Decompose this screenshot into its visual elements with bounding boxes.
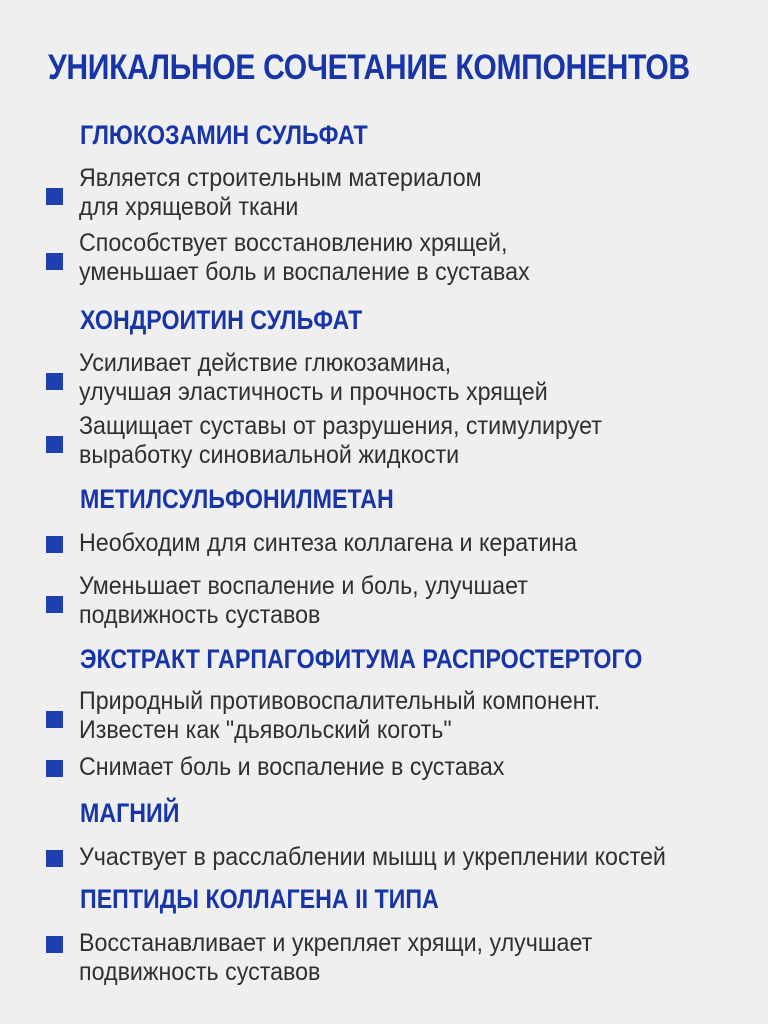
- bullet-square-icon: [46, 760, 63, 777]
- list-item: [46, 529, 756, 561]
- bullet-square-icon: [46, 188, 63, 205]
- list-item: [46, 412, 756, 472]
- list-item: [46, 843, 756, 875]
- list-item-text: Восстанавливает и укрепляет хрящи, улучшает подвижность суставов: [79, 929, 593, 986]
- list-item-text: Усиливает действие глюкозамина, улучшая эластичность и прочность хрящей: [79, 349, 548, 406]
- bullet-square-icon: [46, 373, 63, 390]
- list-item: [46, 164, 756, 224]
- page-title: УНИКАЛЬНОЕ СОЧЕТАНИЕ КОМПОНЕНТОВ: [48, 48, 690, 87]
- bullet-square-icon: [46, 850, 63, 867]
- list-item-text: Способствует восстановлению хрящей, уменьшает боль и воспаление в суставах: [79, 229, 530, 286]
- list-item: [46, 229, 756, 289]
- list-item-text: Участвует в расслаблении мышц и укреплении костей: [79, 843, 666, 871]
- bullet-square-icon: [46, 711, 63, 728]
- section-heading-chondroitin: ХОНДРОИТИН СУЛЬФАТ: [80, 305, 363, 335]
- bullet-square-icon: [46, 436, 63, 453]
- bullet-square-icon: [46, 596, 63, 613]
- list-item: [46, 753, 756, 785]
- section-heading-collagen-peptides: ПЕПТИДЫ КОЛЛАГЕНА II ТИПА: [80, 884, 439, 914]
- section-heading-glucosamine: ГЛЮКОЗАМИН СУЛЬФАТ: [80, 120, 368, 150]
- list-item: [46, 572, 756, 632]
- section-heading-msm: МЕТИЛСУЛЬФОНИЛМЕТАН: [80, 484, 394, 514]
- bullet-square-icon: [46, 936, 63, 953]
- bullet-square-icon: [46, 536, 63, 553]
- list-item-text: Природный противовоспалительный компонент. Известен как "дьявольский коготь": [79, 687, 601, 744]
- list-item-text: Снимает боль и воспаление в суставах: [79, 753, 505, 781]
- list-item: [46, 929, 756, 989]
- section-heading-harpagophytum: ЭКСТРАКТ ГАРПАГОФИТУМА РАСПРОСТЕРТОГО: [80, 644, 643, 674]
- list-item-text: Является строительным материалом для хрящевой ткани: [79, 164, 482, 221]
- list-item-text: Защищает суставы от разрушения, стимулирует выработку синовиальной жидкости: [79, 412, 602, 469]
- bullet-square-icon: [46, 253, 63, 270]
- list-item: [46, 687, 756, 747]
- list-item: [46, 349, 756, 409]
- list-item-text: Необходим для синтеза коллагена и кератина: [79, 529, 578, 557]
- list-item-text: Уменьшает воспаление и боль, улучшает подвижность суставов: [79, 572, 528, 629]
- section-heading-magnesium: МАГНИЙ: [80, 798, 180, 828]
